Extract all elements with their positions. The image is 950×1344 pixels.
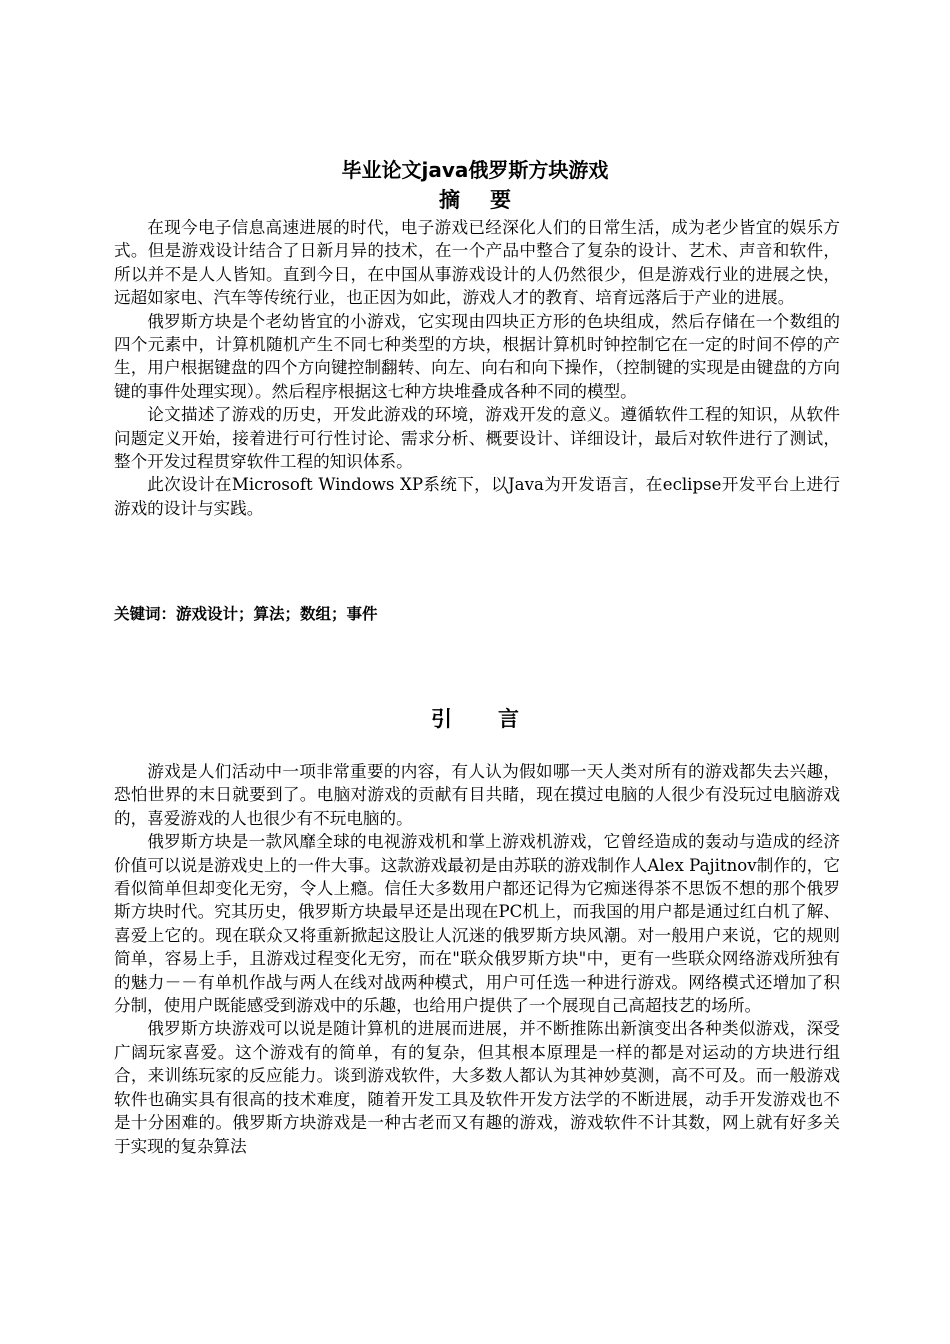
intro-paragraph: 俄罗斯方块是一款风靡全球的电视游戏机和掌上游戏机游戏，它曾经造成的轰动与造成的经济价值可以说是游戏史上的一件大事。这款游戏最初是由苏联的游戏制作人Alex Pajitnov制作的，它看似简单但却变化无穷，令人上瘾。信任大多数用户都还记得为它痴迷得茶不思饭不想的那个俄罗斯方块时代。究其历史，俄罗斯方块最早还是出现在PC机上，而我国的用户都是通过红白机了解、喜爱上它的。现在联众又将重新掀起这股让人沉迷的俄罗斯方块风潮。对一般用户来说，它的规则简单，容易上手，且游戏过程变化无穷，而在"联众俄罗斯方块"中，更有一些联众网络游戏所独有的魅力－－有单机作战与两人在线对战两种模式，用户可任选一种进行游戏。网络模式还增加了积分制，使用户既能感受到游戏中的乐趣，也给用户提供了一个展现自己高超技艺的场所。 bbox=[114, 832, 840, 1016]
abstract-paragraph: 在现今电子信息高速进展的时代，电子游戏已经深化人们的日常生活，成为老少皆宜的娱乐方式。但是游戏设计结合了日新月异的技术，在一个产品中整合了复杂的设计、艺术、声音和软件，所以并不是人人皆知。直到今日，在中国从事游戏设计的人仍然很少，但是游戏行业的进展之快，远超如家电、汽车等传统行业，也正因为如此，游戏人才的教育、培育远落后于产业的进展。 bbox=[114, 218, 840, 308]
keywords-line: 关键词：游戏设计；算法；数组；事件 bbox=[114, 605, 378, 623]
intro-paragraph: 俄罗斯方块游戏可以说是随计算机的进展而进展，并不断推陈出新演变出各种类似游戏，深受广阔玩家喜爱。这个游戏有的简单，有的复杂，但其根本原理是一样的都是对运动的方块进行组合，来训练玩家的反应能力。谈到游戏软件，大多数人都认为其神妙莫测，高不可及。而一般游戏软件也确实具有很高的技术难度，随着开发工具及软件开发方法学的不断进展，动手开发游戏也不是十分困难的。俄罗斯方块游戏是一种古老而又有趣的游戏，游戏软件不计其数，网上就有好多关于实现的复杂算法 bbox=[114, 1019, 840, 1156]
abstract-heading: 摘要 bbox=[439, 188, 541, 212]
abstract-paragraph: 论文描述了游戏的历史，开发此游戏的环境，游戏开发的意义。遵循软件工程的知识，从软件问题定义开始，接着进行可行性讨论、需求分析、概要设计、详细设计，最后对软件进行了测试，整个开发过程贯穿软件工程的知识体系。 bbox=[114, 405, 840, 472]
abstract-paragraph: 此次设计在Microsoft Windows XP系统下，以Java为开发语言，在eclipse开发平台上进行游戏的设计与实践。 bbox=[114, 475, 840, 518]
intro-paragraph: 游戏是人们活动中一项非常重要的内容，有人认为假如哪一天人类对所有的游戏都失去兴趣，恐怕世界的末日就要到了。电脑对游戏的贡献有目共睹，现在摸过电脑的人很少有没玩过电脑游戏的，喜爱游戏的人也很少有不玩电脑的。 bbox=[114, 762, 840, 828]
intro-body bbox=[114, 760, 840, 1158]
abstract-body bbox=[114, 216, 840, 520]
intro-heading: 引言 bbox=[431, 707, 565, 731]
document-title: 毕业论文java俄罗斯方块游戏 bbox=[341, 158, 609, 182]
abstract-paragraph: 俄罗斯方块是个老幼皆宜的小游戏，它实现由四块正方形的色块组成，然后存储在一个数组的四个元素中，计算机随机产生不同七种类型的方块，根据计算机时钟控制它在一定的时间不停的产生，用户根据键盘的四个方向键控制翻转、向左、向右和向下操作，（控制键的实现是由键盘的方向键的事件处理实现）。然后程序根据这七种方块堆叠成各种不同的模型。 bbox=[114, 311, 840, 401]
